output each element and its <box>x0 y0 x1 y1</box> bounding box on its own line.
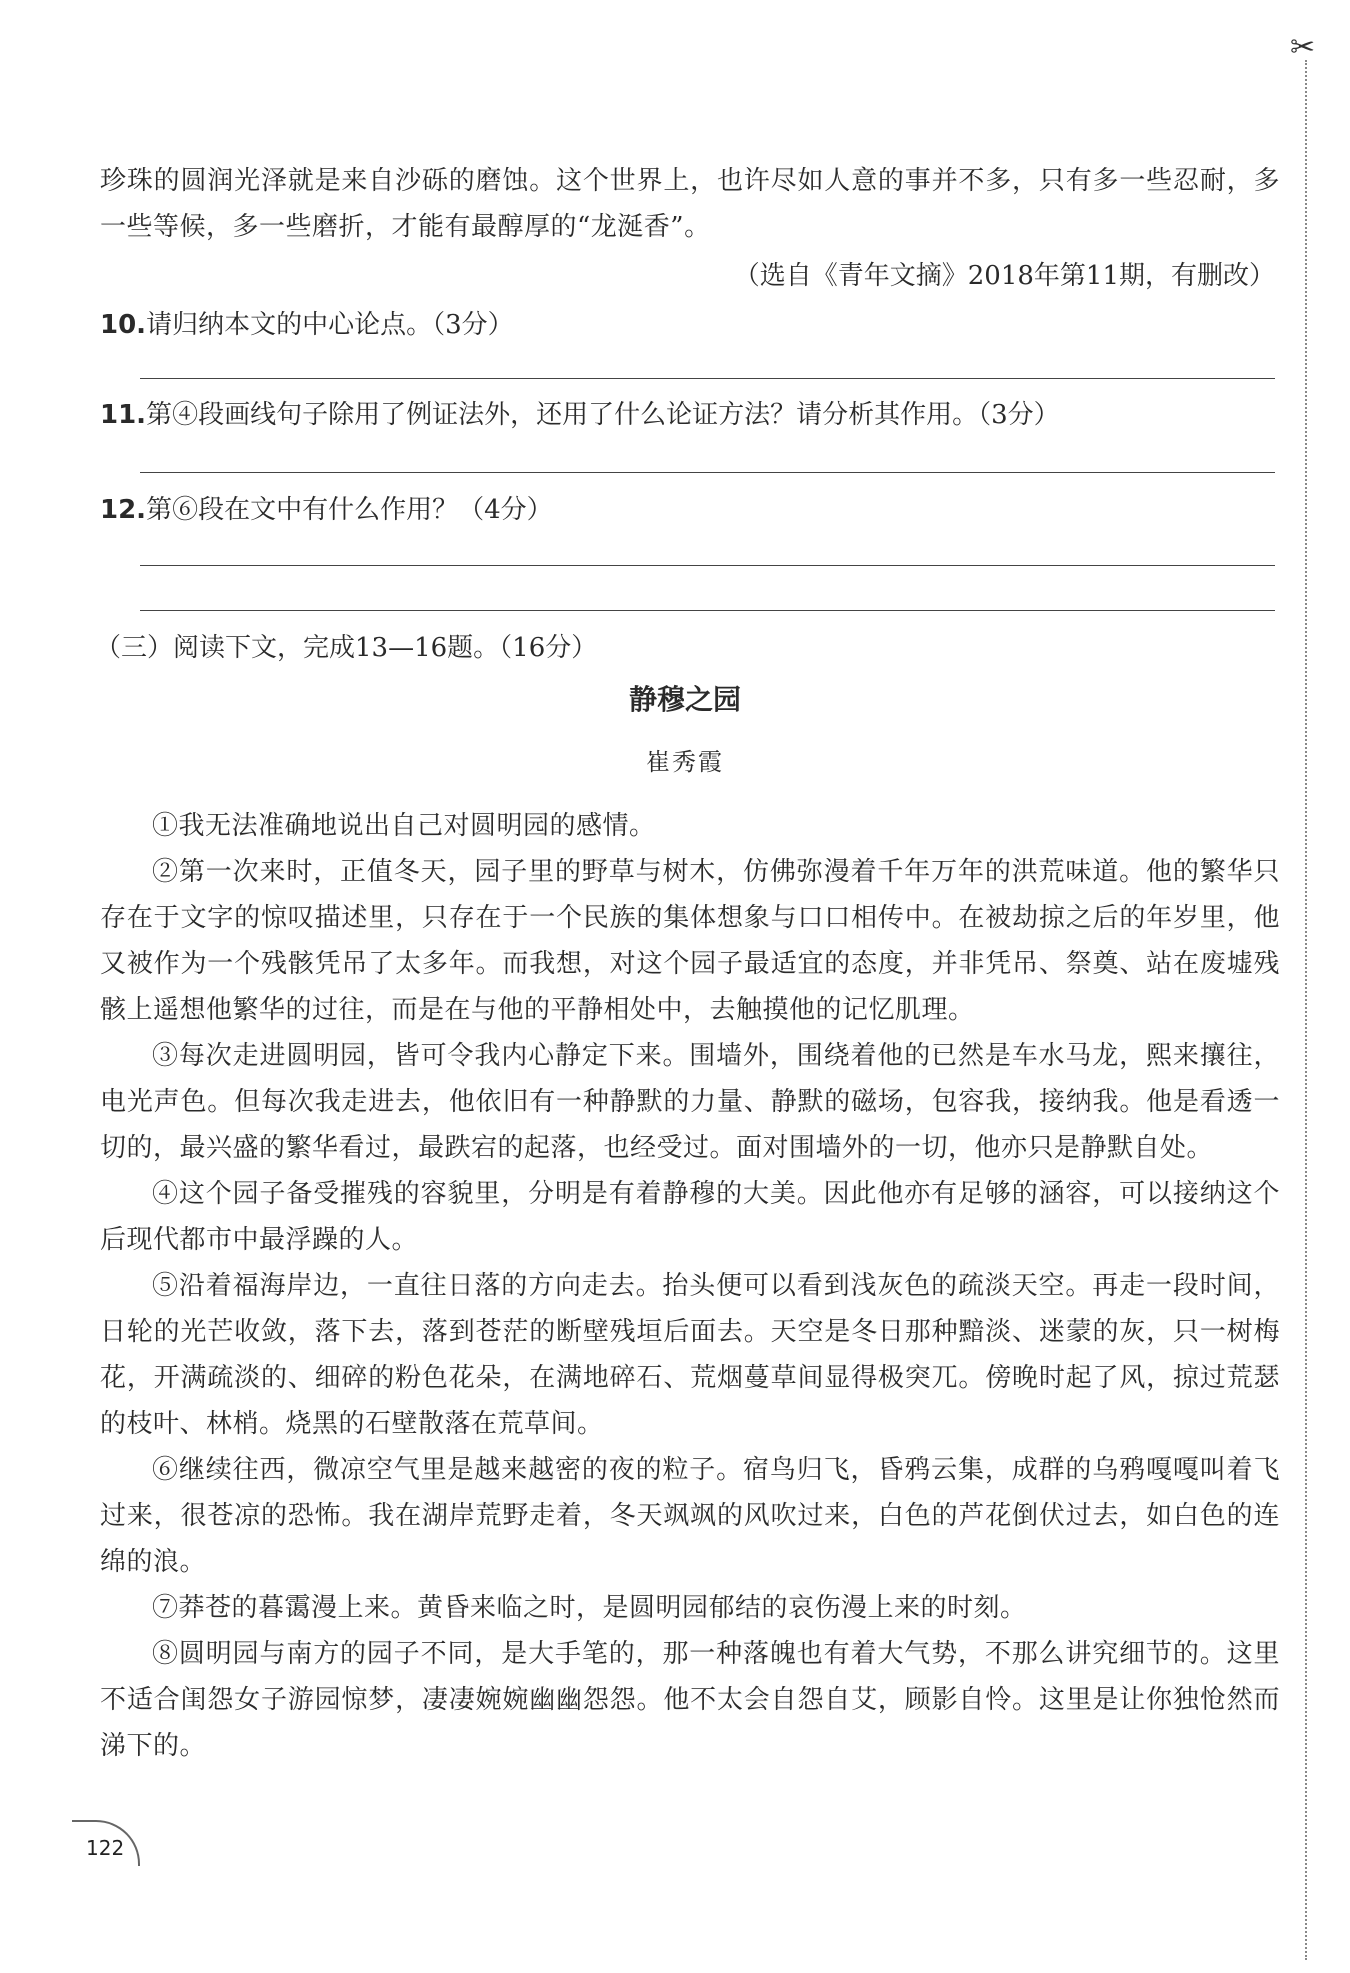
question-text: 第④段画线句子除用了例证法外，还用了什么论证方法？请分析其作用。（3分） <box>146 400 1060 430</box>
article-author: 崔秀霞 <box>646 748 724 776</box>
article-title: 静穆之园 <box>628 683 741 716</box>
answer-line-12b[interactable] <box>140 610 1275 611</box>
article-paragraph-2: ②第一次来时，正值冬天，园子里的野草与树木，仿佛弥漫着千年万年的洪荒味道。他的繁华只存在于文字的惊叹描述里，只存在于一个民族的集体想象与口口相传中。在被劫掠之后的年岁里，他又被作为一个残骸凭吊了太多年。而我想，对这个园子最适宜的态度，并非凭吊、祭奠、站在废墟残骸上遥想他繁华的过往，而是在与他的平静相处中，去触摸他的记忆肌理。 <box>100 857 1280 1025</box>
article-paragraph-1: ①我无法准确地说出自己对圆明园的感情。 <box>152 811 656 841</box>
answer-line-10[interactable] <box>140 378 1275 379</box>
question-text: 请归纳本文的中心论点。（3分） <box>146 310 514 340</box>
article-paragraph-7: ⑦莽苍的暮霭漫上来。黄昏来临之时，是圆明园郁结的哀伤漫上来的时刻。 <box>152 1593 1027 1623</box>
answer-line-11[interactable] <box>140 472 1275 473</box>
section-heading: （三）阅读下文，完成13—16题。（16分） <box>95 633 598 663</box>
question-11 <box>100 395 1060 435</box>
article-paragraph-8: ⑧圆明园与南方的园子不同，是大手笔的，那一种落魄也有着大气势，不那么讲究细节的。这里不适合闺怨女子游园惊梦，凄凄婉婉幽幽怨怨。他不太会自怨自艾，顾影自怜。这里是让你独怆然而涕下的。 <box>100 1639 1280 1761</box>
article-paragraph-5: ⑤沿着福海岸边，一直往日落的方向走去。抬头便可以看到浅灰色的疏淡天空。再走一段时间，日轮的光芒收敛，落下去，落到苍茫的断壁残垣后面去。天空是冬日那种黯淡、迷蒙的灰，只一树梅花，开满疏淡的、细碎的粉色花朵，在满地碎石、荒烟蔓草间显得极突兀。傍晚时起了风，掠过荒瑟的枝叶、林梢。烧黑的石壁散落在荒草间。 <box>100 1271 1280 1439</box>
answer-line-12a[interactable] <box>140 565 1275 566</box>
article-paragraph-3: ③每次走进圆明园，皆可令我内心静定下来。围墙外，围绕着他的已然是车水马龙，熙来攘往，电光声色。但每次我走进去，他依旧有一种静默的力量、静默的磁场，包容我，接纳我。他是看透一切的，最兴盛的繁华看过，最跌宕的起落，也经受过。面对围墙外的一切，他亦只是静默自处。 <box>100 1041 1280 1163</box>
question-number: 12. <box>100 495 147 525</box>
source-note: （选自《青年文摘》2018年第11期，有删改） <box>733 261 1275 291</box>
article-body <box>100 803 1280 1769</box>
scissors-icon: ✂ <box>1290 30 1316 65</box>
intro-paragraph: 珍珠的圆润光泽就是来自沙砾的磨蚀。这个世界上，也许尽如人意的事并不多，只有多一些忍耐，多一些等候，多一些磨折，才能有最醇厚的“龙涎香”。 <box>100 166 1280 242</box>
cut-line <box>1305 60 1307 1960</box>
page-number: 122 <box>86 1836 125 1860</box>
question-12 <box>100 490 553 530</box>
page-number-badge <box>72 1820 152 1870</box>
question-number: 11. <box>100 400 147 430</box>
question-number: 10. <box>100 310 147 340</box>
article-paragraph-6: ⑥继续往西，微凉空气里是越来越密的夜的粒子。宿鸟归飞，昏鸦云集，成群的乌鸦嘎嘎叫着飞过来，很苍凉的恐怖。我在湖岸荒野走着，冬天飒飒的风吹过来，白色的芦花倒伏过去，如白色的连绵的浪。 <box>100 1455 1280 1577</box>
intro-block <box>100 158 1280 250</box>
question-text: 第⑥段在文中有什么作用？（4分） <box>146 495 553 525</box>
article-paragraph-4: ④这个园子备受摧残的容貌里，分明是有着静穆的大美。因此他亦有足够的涵容，可以接纳这个后现代都市中最浮躁的人。 <box>100 1179 1280 1255</box>
question-10 <box>100 305 514 345</box>
